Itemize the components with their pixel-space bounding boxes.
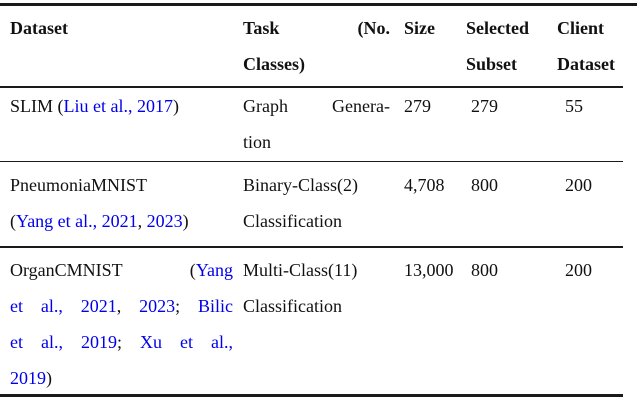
cell-dataset-slim (10, 88, 233, 124)
text-line (243, 252, 390, 288)
text-line (243, 88, 390, 124)
text-segment: , (137, 211, 147, 231)
citation-link[interactable]: et al., 2019 (10, 332, 117, 352)
text-line (10, 10, 233, 46)
text-segment: Binary-Class(2) (243, 175, 358, 195)
cell-task-pneumoniamnist (243, 167, 390, 239)
text-segment: Classification (243, 296, 342, 316)
cell-dataset-organcmnist (10, 252, 233, 396)
text-segment: PneumoniaMNIST (10, 175, 147, 195)
text-line (404, 10, 462, 46)
text-segment: Dataset (10, 18, 68, 38)
text-line (243, 124, 390, 160)
text-segment: ; (117, 332, 141, 352)
header-task (243, 10, 390, 82)
text-line (10, 324, 233, 360)
cell-client-slim: 55 (565, 96, 583, 116)
citation-link[interactable]: 2023 (146, 211, 183, 231)
text-segment: Subset (466, 54, 518, 74)
text-segment: Graph Genera- (243, 96, 390, 116)
text-line (243, 167, 390, 203)
text-segment: Multi-Class(11) (243, 260, 358, 280)
cell-size-slim: 279 (404, 96, 431, 116)
citation-link[interactable]: Yang (195, 260, 233, 280)
text-segment: Task (No. (243, 18, 390, 38)
text-line (10, 167, 233, 203)
citation-link[interactable]: 2019 (10, 368, 46, 388)
text-segment: ) (172, 96, 179, 116)
text-segment: , (116, 296, 140, 316)
text-line (243, 10, 390, 46)
text-segment: ; (175, 296, 198, 316)
cell-client-pneumoniamnist: 200 (565, 175, 592, 195)
text-line (10, 203, 233, 239)
row1-rule (0, 161, 623, 162)
citation-link[interactable]: Liu et al., 2017 (63, 96, 173, 116)
text-line (10, 88, 233, 124)
text-segment: ) (182, 211, 189, 231)
text-line (243, 46, 390, 82)
cell-task-organcmnist (243, 252, 390, 324)
text-segment: ) (46, 368, 52, 388)
citation-link[interactable]: et al., 2021 (10, 296, 117, 316)
text-segment: Selected (466, 18, 529, 38)
text-segment: Dataset (557, 54, 615, 74)
text-segment: tion (243, 132, 272, 152)
text-line (557, 10, 640, 46)
text-line (466, 46, 550, 82)
header-size (404, 10, 462, 46)
text-segment: Classes) (243, 54, 305, 74)
text-segment: ( (10, 211, 16, 231)
header-selected-subset (466, 10, 550, 82)
text-segment: Size (404, 18, 435, 38)
text-line (10, 360, 233, 396)
citation-link[interactable]: Bilic (198, 296, 233, 316)
cell-selected-organcmnist: 800 (471, 260, 498, 280)
cell-size-organcmnist: 13,000 (404, 260, 454, 280)
top-rule (0, 3, 637, 6)
citation-link[interactable]: Yang et al., 2021 (16, 211, 138, 231)
text-segment: OrganCMNIST ( (10, 260, 196, 280)
row2-rule (0, 246, 623, 248)
text-line (557, 46, 640, 82)
cell-task-slim (243, 88, 390, 160)
cell-dataset-pneumoniamnist (10, 167, 233, 239)
citation-link[interactable]: Xu et al., (140, 332, 234, 352)
header-dataset (10, 10, 233, 46)
text-line (243, 288, 390, 324)
cell-selected-slim: 279 (471, 96, 498, 116)
cell-selected-pneumoniamnist: 800 (471, 175, 498, 195)
text-segment: SLIM ( (10, 96, 64, 116)
header-client-dataset (557, 10, 640, 82)
text-line (10, 252, 233, 288)
text-segment: Classification (243, 211, 342, 231)
text-line (10, 288, 233, 324)
citation-link[interactable]: 2023 (139, 296, 176, 316)
cell-client-organcmnist: 200 (565, 260, 592, 280)
text-line (466, 10, 550, 46)
text-segment: Client (557, 18, 604, 38)
text-line (243, 203, 390, 239)
cell-size-pneumoniamnist: 4,708 (404, 175, 445, 195)
